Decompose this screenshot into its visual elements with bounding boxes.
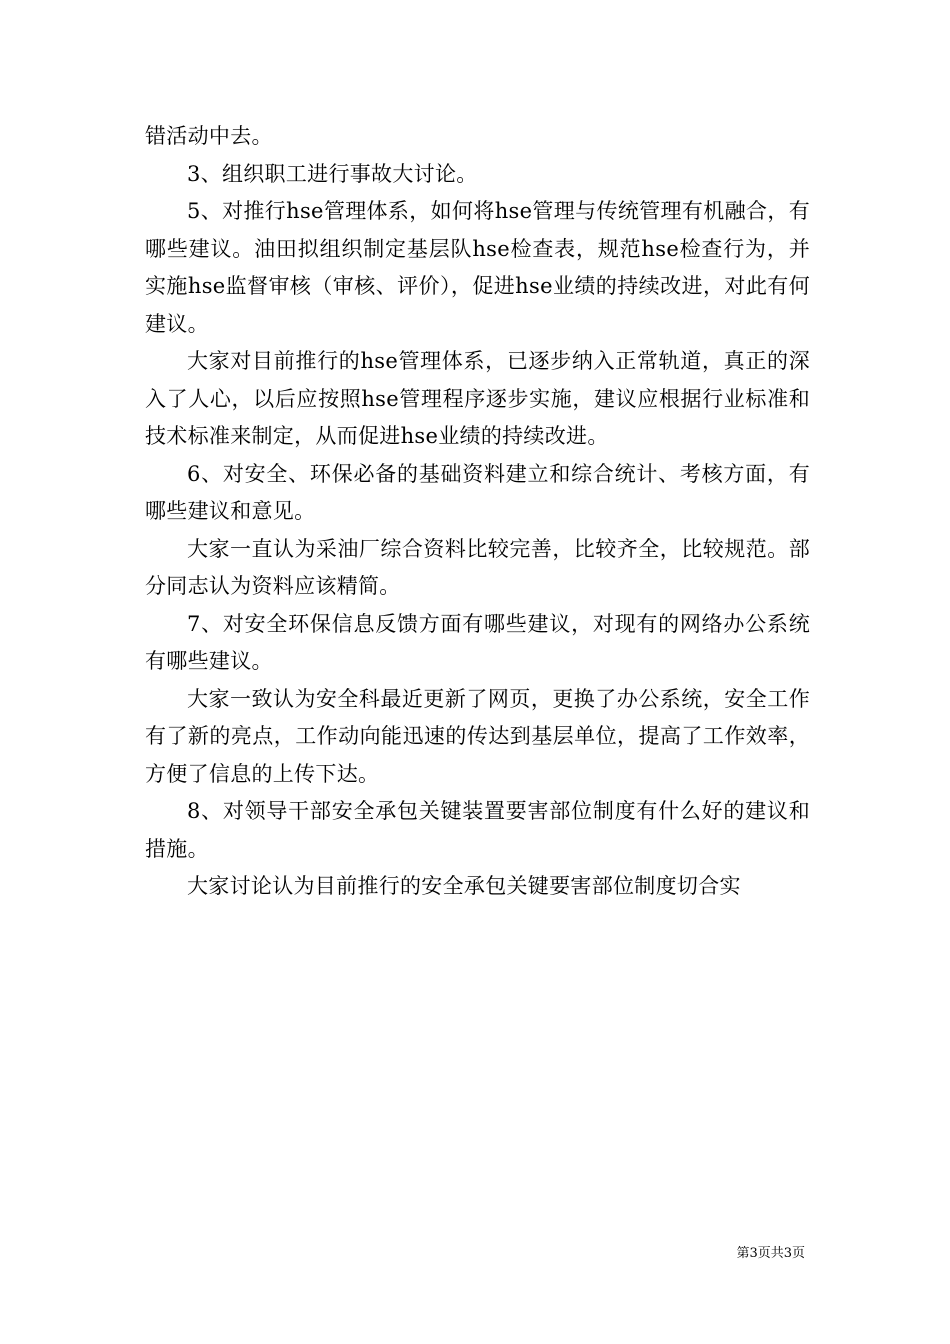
paragraph-item-6: 6、对安全、环保必备的基础资料建立和综合统计、考核方面，有哪些建议和意见。 bbox=[145, 461, 810, 523]
paragraph-answer-7: 大家一致认为安全科最近更新了网页，更换了办公系统，安全工作有了新的亮点，工作动向能迅速的传达到基层单位，提高了工作效率，方便了信息的上传下达。 bbox=[145, 686, 810, 786]
paragraph-item-7: 7、对安全环保信息反馈方面有哪些建议，对现有的网络办公系统有哪些建议。 bbox=[145, 611, 810, 673]
page-number-footer: 第3页共3页 bbox=[736, 1246, 805, 1261]
document-body bbox=[145, 118, 810, 906]
paragraph-item-8: 8、对领导干部安全承包关键装置要害部位制度有什么好的建议和措施。 bbox=[145, 799, 810, 861]
paragraph-continuation: 错活动中去。 bbox=[145, 124, 273, 148]
paragraph-answer-6: 大家一直认为采油厂综合资料比较完善，比较齐全，比较规范。部分同志认为资料应该精简。 bbox=[145, 536, 810, 598]
paragraph-answer-8: 大家讨论认为目前推行的安全承包关键要害部位制度切合实 bbox=[187, 874, 741, 898]
paragraph-answer-5: 大家对目前推行的hse管理体系，已逐步纳入正常轨道，真正的深入了人心，以后应按照hse管理程序逐步实施，建议应根据行业标准和技术标准来制定，从而促进hse业绩的持续改进。 bbox=[145, 349, 810, 448]
paragraph-item-3: 3、组织职工进行事故大讨论。 bbox=[187, 161, 478, 186]
paragraph-item-5: 5、对推行hse管理体系，如何将hse管理与传统管理有机融合，有哪些建议。油田拟组织制定基层队hse检查表，规范hse检查行为，并实施hse监督审核（审核、评价），促进hse业绩的持续改进，对此有何建议。 bbox=[145, 199, 810, 336]
